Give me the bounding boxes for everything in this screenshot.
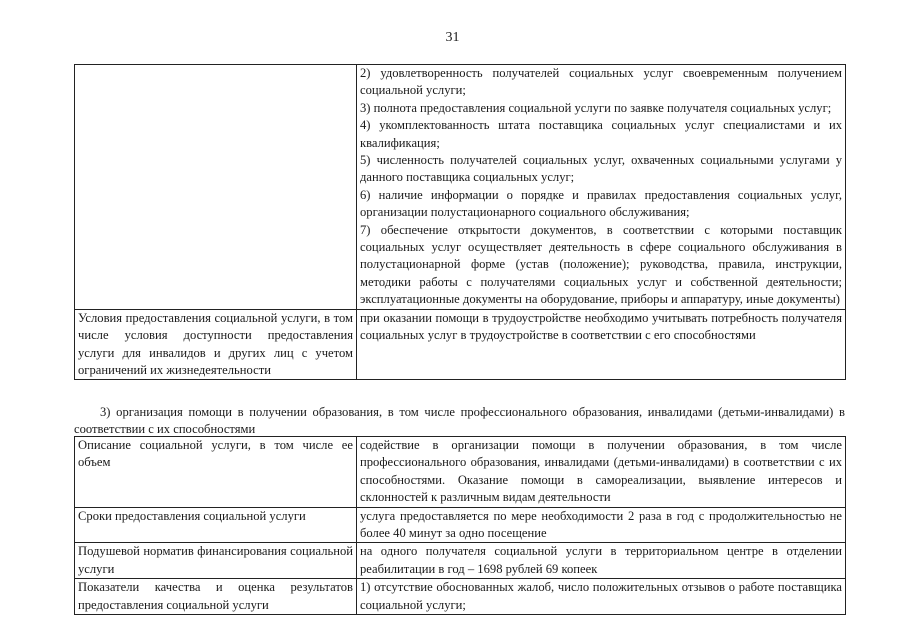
row-value: содействие в организации помощи в получении образования, в том числе профессионального образования, инвалидами (детьми-инвалидами) в соответствии с их способностями. Оказание помощи в самореализации, выявление интересов и склонностей к различным видам деятельности <box>357 437 846 508</box>
criterion-item: 2) удовлетворенность получателей социальных услуг своевременным получением социальной услуги; <box>360 66 842 98</box>
table-cell-label <box>75 65 357 310</box>
row-value: услуга предоставляется по мере необходимости 2 раза в год с продолжительностью не более 40 минут за одно посещение <box>357 507 846 543</box>
table-row <box>75 579 846 615</box>
row-label: Сроки предоставления социальной услуги <box>75 507 357 543</box>
criterion-item: 4) укомплектованность штата поставщика социальных услуг специалистами и их квалификация; <box>360 118 842 150</box>
criterion-item: 5) численность получателей социальных услуг, охваченных социальными услугами у данного поставщика социальных услуг; <box>360 153 842 185</box>
education-service-table <box>74 436 846 615</box>
criterion-item: 7) обеспечение открытости документов, в соответствии с которыми поставщик социальных услуг осуществляет деятельность в сфере социального обслуживания в полустационарной форме (устав (положение); руководства, правила, инструкции, методики работы с получателями социальных услуг и собственной деятельности; эксплуатационные документы на оборудование, приборы и аппаратуру, иные документы) <box>360 222 842 307</box>
table-row <box>75 507 846 543</box>
row-value: на одного получателя социальной услуги в территориальном центре в отделении реабилитации в год – 1698 рублей 69 копеек <box>357 543 846 579</box>
services-table-continued <box>74 64 846 380</box>
conditions-label: Условия предоставления социальной услуги, в том числе условия доступности предоставления услуги для инвалидов и других лиц с учетом ограничений их жизнедеятельности <box>75 309 357 380</box>
row-value: 1) отсутствие обоснованных жалоб, число положительных отзывов о работе поставщика социальной услуги; <box>357 579 846 615</box>
table-row <box>75 309 846 380</box>
table-row <box>75 65 846 310</box>
table-row <box>75 437 846 508</box>
section-paragraph: 3) организация помощи в получении образования, в том числе профессионального образования, инвалидами (детьми-инвалидами) в соответствии с их способностями <box>74 405 845 436</box>
row-label: Описание социальной услуги, в том числе ее объем <box>75 437 357 508</box>
row-label: Подушевой норматив финансирования социальной услуги <box>75 543 357 579</box>
criterion-item: 6) наличие информации о порядке и правилах предоставления социальных услуг, организации полустационарного социального обслуживания; <box>360 187 842 220</box>
criterion-item: 3) полнота предоставления социальной услуги по заявке получателя социальных услуг; <box>360 100 832 115</box>
quality-criteria-cell <box>357 65 846 310</box>
conditions-value: при оказании помощи в трудоустройстве необходимо учитывать потребность получателя социальных услуг в трудоустройстве в соответствии с его способностями <box>357 309 846 380</box>
row-label: Показатели качества и оценка результатов предоставления социальной услуги <box>75 579 357 615</box>
page-number: 31 <box>445 30 460 45</box>
table-row <box>75 543 846 579</box>
